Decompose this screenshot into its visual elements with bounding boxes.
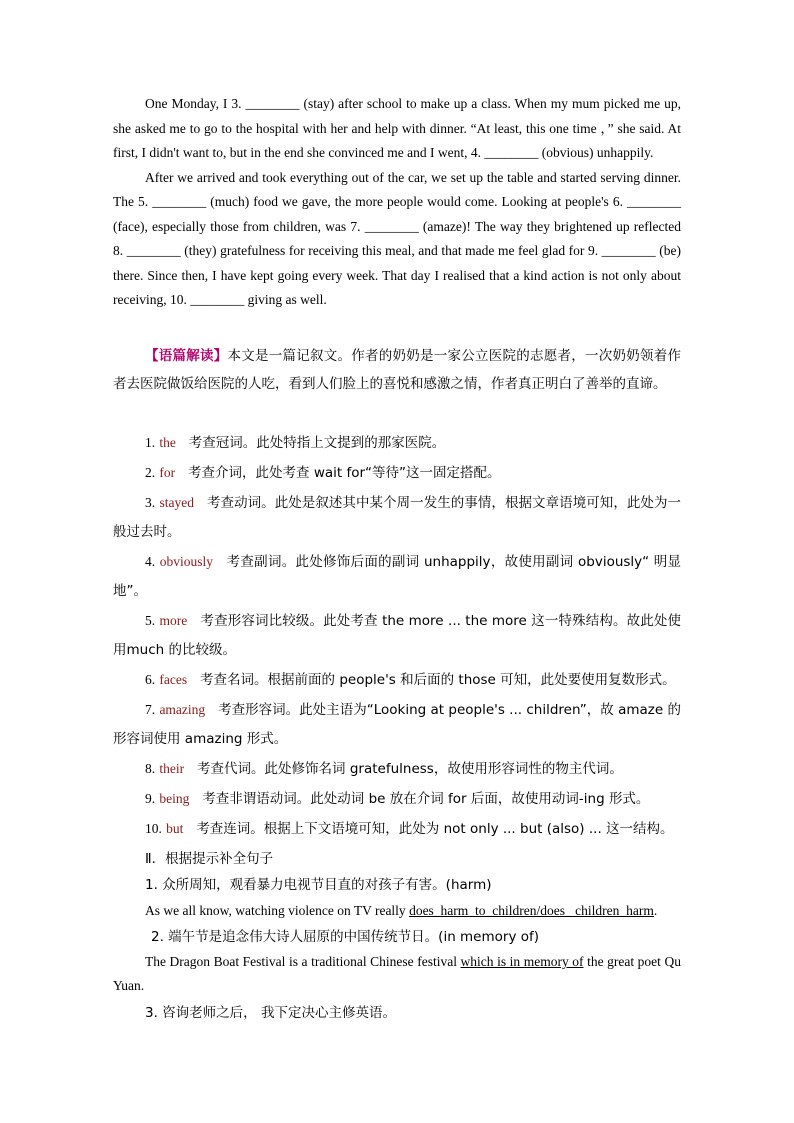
answer-number: 8. bbox=[145, 761, 156, 776]
answer-word: for bbox=[159, 465, 176, 480]
section-heading: Ⅱ．根据提示补全句子 bbox=[145, 851, 274, 867]
answer-item bbox=[113, 754, 681, 784]
answer-item bbox=[113, 814, 681, 844]
answer-word: their bbox=[159, 761, 185, 776]
sentence-text: the great poet Qu Yuan. bbox=[113, 954, 681, 993]
answer-item bbox=[113, 606, 681, 665]
answer-list bbox=[113, 428, 681, 844]
answer-word: stayed bbox=[159, 495, 194, 510]
answer-explanation: 考查形容词比较级。此处考查 the more ... the more 这一特殊结构。故此处使用much 的比较级。 bbox=[113, 613, 682, 658]
answer-number: 6. bbox=[145, 672, 156, 687]
answer-number: 10. bbox=[145, 821, 162, 836]
answer-word: more bbox=[159, 613, 188, 628]
answer-item bbox=[113, 695, 681, 754]
answer-word: amazing bbox=[159, 702, 206, 717]
answer-item bbox=[113, 784, 681, 814]
interpretation-tag: 【语篇解读】 bbox=[145, 348, 228, 364]
answer-number: 1. bbox=[145, 435, 156, 450]
question-2-sentence bbox=[113, 950, 681, 998]
answer-number: 2. bbox=[145, 465, 156, 480]
answer-item bbox=[113, 488, 681, 547]
answer-explanation: 考查代词。此处修饰名词 gratefulness，故使用形容词性的物主代词。 bbox=[197, 761, 623, 777]
answer-word: obviously bbox=[159, 554, 213, 569]
answer-number: 3. bbox=[145, 495, 156, 510]
question-2-prompt: 2. 端午节是追念伟大诗人屈原的中国传统节日。(in memory of) bbox=[151, 929, 540, 945]
answer-explanation: 考查非谓语动词。此处动词 be 放在介词 for 后面，故使用动词-ing 形式。 bbox=[202, 791, 650, 807]
section-2 bbox=[113, 846, 681, 1028]
answer-number: 7. bbox=[145, 702, 156, 717]
sentence-text: . bbox=[653, 903, 658, 918]
passage bbox=[113, 92, 681, 313]
answer-explanation: 考查形容词。此处主语为“Looking at people's ... children”，故 amaze 的形容词使用 amazing 形式。 bbox=[113, 702, 682, 747]
question-1-sentence bbox=[113, 898, 681, 924]
answer-item bbox=[113, 458, 681, 488]
interpretation bbox=[113, 342, 681, 398]
sentence-text: The Dragon Boat Festival is a traditional Chinese festival bbox=[145, 954, 461, 969]
answer-word: the bbox=[159, 435, 176, 450]
answer-explanation: 考查名词。根据前面的 people's 和后面的 those 可知，此处要使用复数形式。 bbox=[200, 672, 676, 688]
answer-number: 9. bbox=[145, 791, 156, 806]
answer-item bbox=[113, 665, 681, 695]
answer-number: 4. bbox=[145, 554, 156, 569]
answer-number: 5. bbox=[145, 613, 156, 628]
passage-paragraph-1: One Monday, I 3. ________ (stay) after school to make up a class. When my mum picked me up, she asked me to go to the hospital with her and help with dinner. “At least, this one time ，” she said. At first, I didn't want to, but in the end she convinced me and I went, 4. ________ (obvious) unhappily. bbox=[113, 96, 681, 160]
question-1-prompt: 1. 众所周知，观看暴力电视节目直的对孩子有害。(harm) bbox=[145, 877, 492, 893]
answer-explanation: 考查连词。根据上下文语境可知，此处为 not only ... but (also) ... 这一结构。 bbox=[196, 821, 674, 837]
interpretation-paragraph bbox=[113, 342, 681, 398]
answer-explanation: 考查副词。此处修饰后面的副词 unhappily，故使用副词 obviously“ 明显地”。 bbox=[113, 554, 681, 599]
answer-explanation: 考查介词，此处考查 wait for“等待”这一固定搭配。 bbox=[188, 465, 501, 481]
interpretation-text: 本文是一篇记叙文。作者的奶奶是一家公立医院的志愿者，一次奶奶领着作者去医院做饭给医院的人吃，看到人们脸上的喜悦和感激之情，作者真正明白了善举的直谛。 bbox=[113, 348, 681, 392]
answer-item bbox=[113, 547, 681, 606]
answer-word: but bbox=[166, 821, 184, 836]
sentence-text: As we all know, watching violence on TV really bbox=[145, 903, 410, 918]
question-3-prompt: 3. 咨询老师之后， 我下定决心主修英语。 bbox=[145, 1005, 396, 1021]
answer-word: being bbox=[159, 791, 190, 806]
answer-word: faces bbox=[159, 672, 188, 687]
answer-explanation: 考查冠词。此处特指上文提到的那家医院。 bbox=[188, 435, 446, 451]
question-1-answer: does_harm_to_children/does_ children_harm bbox=[409, 903, 654, 918]
answer-explanation: 考查动词。此处是叙述其中某个周一发生的事情，根据文章语境可知，此处为一般过去时。 bbox=[113, 495, 682, 540]
answer-item bbox=[113, 428, 681, 458]
passage-paragraph-2: After we arrived and took everything out of the car, we set up the table and started serving dinner. The 5. ________ (much) food we gave, the more people would come. Looking at people's 6. ________ (face), especially those from children, was 7. ________ (amaze)! The way they brightened up reflected 8. ________ (they) gratefulness for receiving this meal, and that made me feel glad for 9. ________ (be) there. Since then, I have kept going every week. That day I realised that a kind action is not only about receiving, 10. ________ giving as well. bbox=[113, 169, 681, 307]
question-2-answer: which is in memory of bbox=[460, 954, 584, 969]
